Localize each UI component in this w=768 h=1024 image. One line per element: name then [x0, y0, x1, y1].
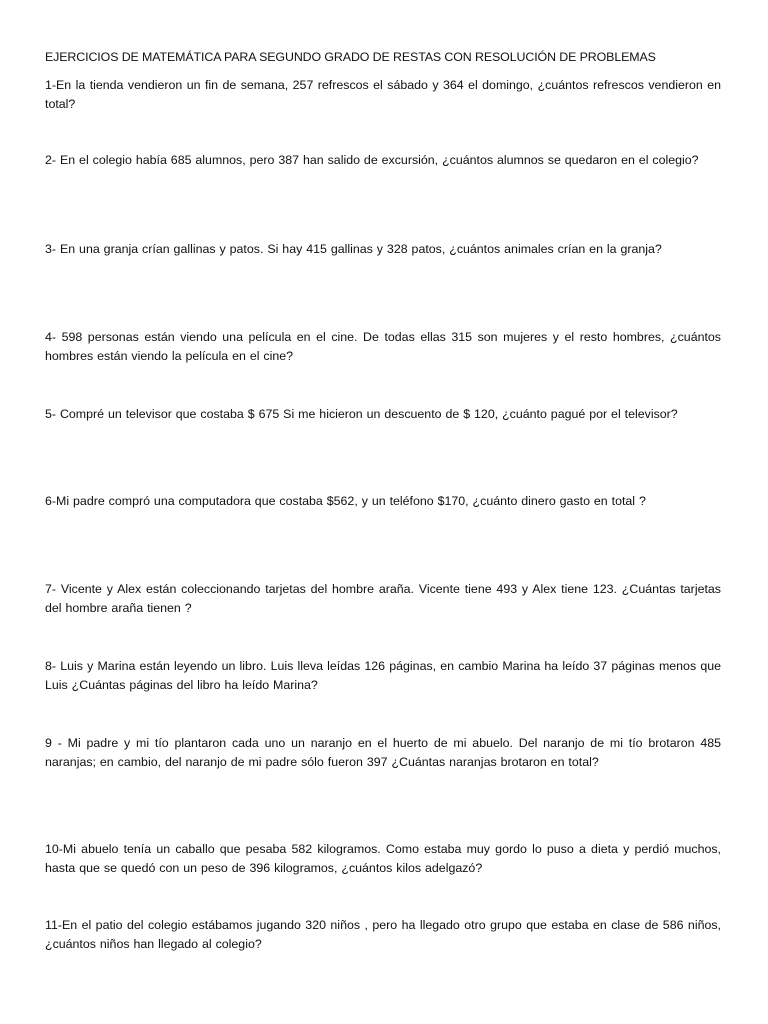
problem-3: 3- En una granja crían gallinas y patos. Si hay 415 gallinas y 328 patos, ¿cuántos animales crían en la granja?	[45, 242, 662, 256]
worksheet-title: EJERCICIOS DE MATEMÁTICA PARA SEGUNDO GRADO DE RESTAS CON RESOLUCIÓN DE PROBLEMAS	[45, 50, 656, 64]
problem-2: 2- En el colegio había 685 alumnos, pero 387 han salido de excursión, ¿cuántos alumnos se quedaron en el colegio?	[45, 153, 699, 167]
problem-8: 8- Luis y Marina están leyendo un libro. Luis lleva leídas 126 páginas, en cambio Marina ha leído 37 páginas menos que Luis ¿Cuántas páginas del libro ha leído Marina?	[45, 659, 721, 692]
problem-9: 9 - Mi padre y mi tío plantaron cada uno un naranjo en el huerto de mi abuelo. Del naranjo de mi tío brotaron 485 naranjas; en cambio, del naranjo de mi padre sólo fueron 397 ¿Cuántas naranjas brotaron en total?	[45, 736, 721, 769]
problem-6: 6-Mi padre compró una computadora que costaba $562, y un teléfono $170, ¿cuánto dinero gasto en total ?	[45, 494, 646, 508]
problem-11: 11-En el patio del colegio estábamos jugando 320 niños , pero ha llegado otro grupo que estaba en clase de 586 niños, ¿cuántos niños han llegado al colegio?	[45, 918, 721, 951]
problem-1: 1-En la tienda vendieron un fin de semana, 257 refrescos el sábado y 364 el domingo, ¿cuántos refrescos vendieron en total?	[45, 78, 721, 111]
problem-7: 7- Vicente y Alex están coleccionando tarjetas del hombre araña. Vicente tiene 493 y Alex tiene 123. ¿Cuántas tarjetas del hombre araña tienen ?	[45, 582, 721, 615]
problem-10: 10-Mi abuelo tenía un caballo que pesaba 582 kilogramos. Como estaba muy gordo lo puso a dieta y perdió muchos, hasta que se quedó con un peso de 396 kilogramos, ¿cuántos kilos adelgazó?	[45, 842, 721, 875]
problem-4: 4- 598 personas están viendo una película en el cine. De todas ellas 315 son mujeres y el resto hombres, ¿cuántos hombres están viendo la película en el cine?	[45, 330, 721, 363]
problem-5: 5- Compré un televisor que costaba $ 675 Si me hicieron un descuento de $ 120, ¿cuánto pagué por el televisor?	[45, 407, 678, 421]
